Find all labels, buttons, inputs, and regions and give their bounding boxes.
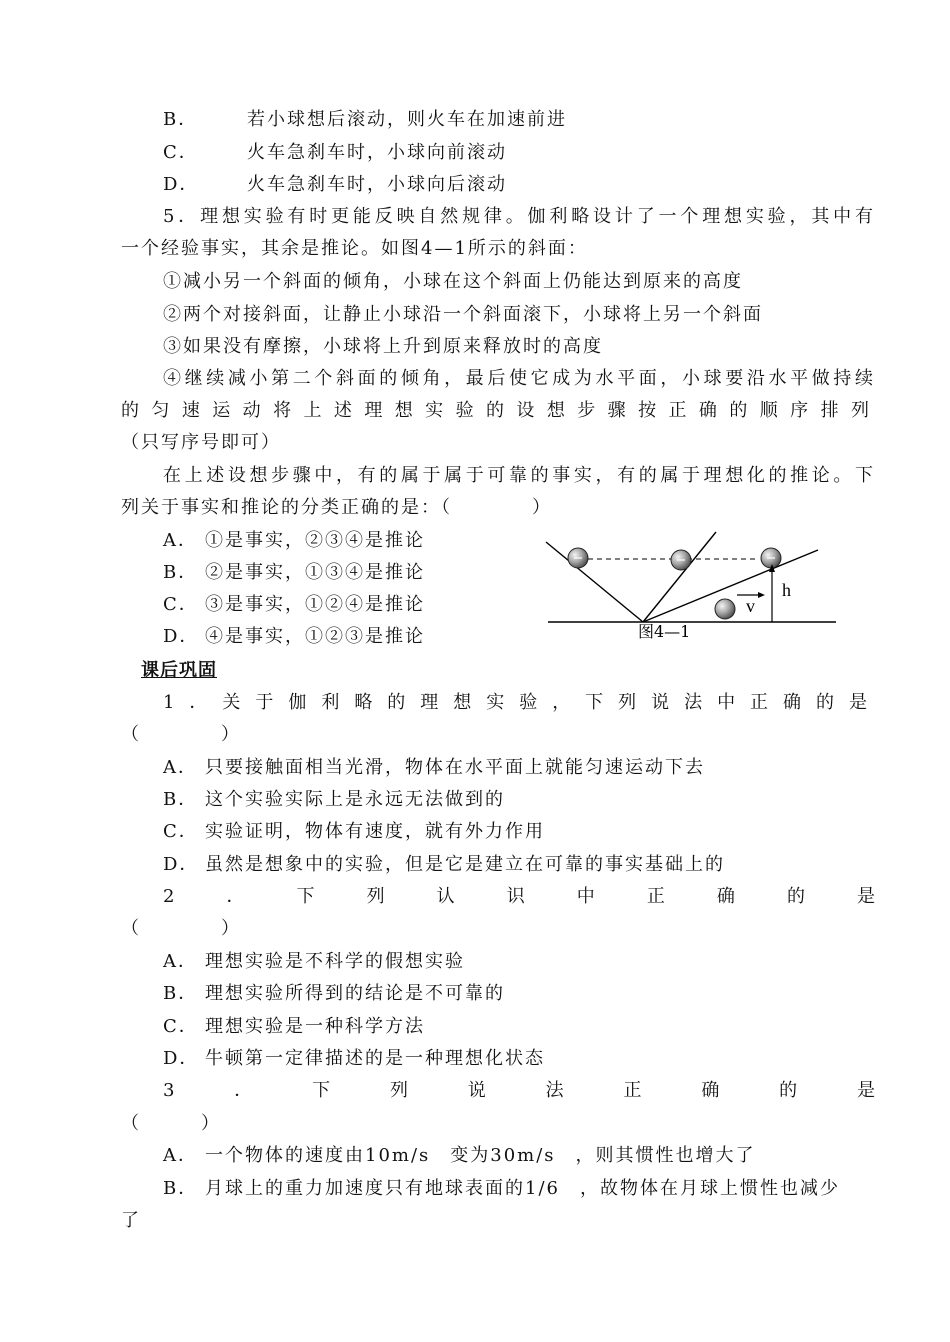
h2-option-c [163, 1016, 425, 1038]
option-text: 这个实验实际上是永远无法做到的 [205, 789, 505, 810]
h1-option-b [163, 789, 505, 811]
h1-stem: 1．关于伽利略的理想实验，下列说法中正确的是 [163, 692, 875, 713]
velocity-arrowhead [758, 592, 765, 598]
q5-step-2: ②两个对接斜面，让静止小球沿一个斜面滚下，小球将上另一个斜面 [163, 304, 763, 325]
option-label: C． [163, 594, 199, 615]
h2-answer-paren: （ ） [121, 918, 241, 939]
option-label: D． [163, 174, 200, 195]
option-text: 月球上的重力加速度只有地球表面的1/6 ，故物体在月球上惯性也减少 [205, 1178, 840, 1199]
prev-option-b [163, 109, 567, 131]
ball-gentle [761, 548, 781, 568]
q5-step-1: ①减小另一个斜面的倾角，小球在这个斜面上仍能达到原来的高度 [163, 271, 743, 292]
q5-sub-line1: 在上述设想步骤中，有的属于属于可靠的事实，有的属于理想化的推论。下 [163, 465, 875, 486]
inclined-plane-figure [540, 530, 840, 642]
option-label: D． [163, 854, 200, 875]
option-text: 理想实验是一种科学方法 [205, 1016, 425, 1037]
q5-step-4: ④继续减小第二个斜面的倾角，最后使它成为水平面，小球要沿水平做持续 [163, 368, 875, 389]
option-label: B． [163, 983, 199, 1004]
option-label: D． [163, 626, 200, 647]
q5-option-b [163, 562, 425, 584]
q5-step-3: ③如果没有摩擦，小球将上升到原来释放时的高度 [163, 336, 603, 357]
q5-step-4-cont: 的匀速运动将上述理想实验的设想步骤按正确的顺序排列 [121, 400, 875, 421]
option-label: B． [163, 562, 199, 583]
option-label: A． [163, 530, 198, 551]
h2-option-a [163, 951, 465, 973]
option-label: B． [163, 109, 199, 130]
q5-option-c [163, 594, 425, 616]
h1-answer-paren: （ ） [121, 724, 241, 745]
option-label: C． [163, 821, 199, 842]
h1-option-d [163, 854, 725, 876]
option-text: ①是事实，②③④是推论 [205, 530, 425, 551]
h3-stem: 3．下列说法正确的是 [163, 1080, 875, 1101]
option-text: 火车急刹车时，小球向前滚动 [247, 142, 507, 163]
option-label: A． [163, 757, 198, 778]
prev-option-c [163, 142, 507, 164]
option-label: A． [163, 951, 198, 972]
option-text: ④是事实，①②③是推论 [205, 626, 425, 647]
option-text: 理想实验是不科学的假想实验 [205, 951, 465, 972]
option-text: 火车急刹车时，小球向后滚动 [247, 174, 507, 195]
q5-option-a [163, 530, 425, 552]
q5-option-d [163, 626, 425, 648]
h2-option-b [163, 983, 505, 1005]
option-text: 牛顿第一定律描述的是一种理想化状态 [205, 1048, 545, 1069]
option-text: ③是事实，①②④是推论 [205, 594, 425, 615]
option-label: D． [163, 1048, 200, 1069]
height-label: h [782, 580, 791, 600]
option-text: 理想实验所得到的结论是不可靠的 [205, 983, 505, 1004]
h3-answer-paren: （ ） [121, 1113, 221, 1134]
h1-option-c [163, 821, 545, 843]
option-label: B． [163, 1178, 199, 1199]
option-text: 只要接触面相当光滑，物体在水平面上就能匀速运动下去 [205, 757, 705, 778]
option-text: ②是事实，①③④是推论 [205, 562, 425, 583]
figure-caption: 图4—1 [638, 622, 691, 641]
q5-sub-line2: 列关于事实和推论的分类正确的是：（ ） [121, 497, 552, 518]
h2-stem: 2．下列认识中正确的是 [163, 886, 875, 907]
option-text: 实验证明，物体有速度，就有外力作用 [205, 821, 545, 842]
velocity-label: v [746, 596, 755, 616]
h3-option-b-cont: 了 [121, 1210, 141, 1231]
option-text: 若小球想后滚动，则火车在加速前进 [247, 109, 567, 130]
h2-option-d [163, 1048, 545, 1070]
ball-flat [715, 599, 735, 619]
prev-option-d [163, 174, 507, 196]
q5-stem-line1: 5．理想实验有时更能反映自然规律。伽利略设计了一个理想实验，其中有 [163, 206, 875, 227]
option-text: 一个物体的速度由10m/s 变为30m/s ，则其惯性也增大了 [205, 1145, 756, 1166]
option-text: 虽然是想象中的实验，但是它是建立在可靠的事实基础上的 [205, 854, 725, 875]
q5-step-4-note: （只写序号即可） [121, 432, 281, 453]
option-label: A． [163, 1145, 198, 1166]
h3-option-b [163, 1178, 840, 1200]
h1-option-a [163, 757, 705, 779]
ball-steep [671, 550, 691, 570]
h3-option-a [163, 1145, 756, 1167]
left-slope [546, 542, 643, 622]
option-label: C． [163, 142, 199, 163]
steep-slope [643, 532, 716, 622]
option-label: C． [163, 1016, 199, 1037]
ball-start [568, 548, 588, 568]
q5-stem-line2: 一个经验事实，其余是推论。如图4—1所示的斜面： [121, 238, 588, 259]
section-title: 课后巩固 [141, 660, 217, 681]
option-label: B． [163, 789, 199, 810]
